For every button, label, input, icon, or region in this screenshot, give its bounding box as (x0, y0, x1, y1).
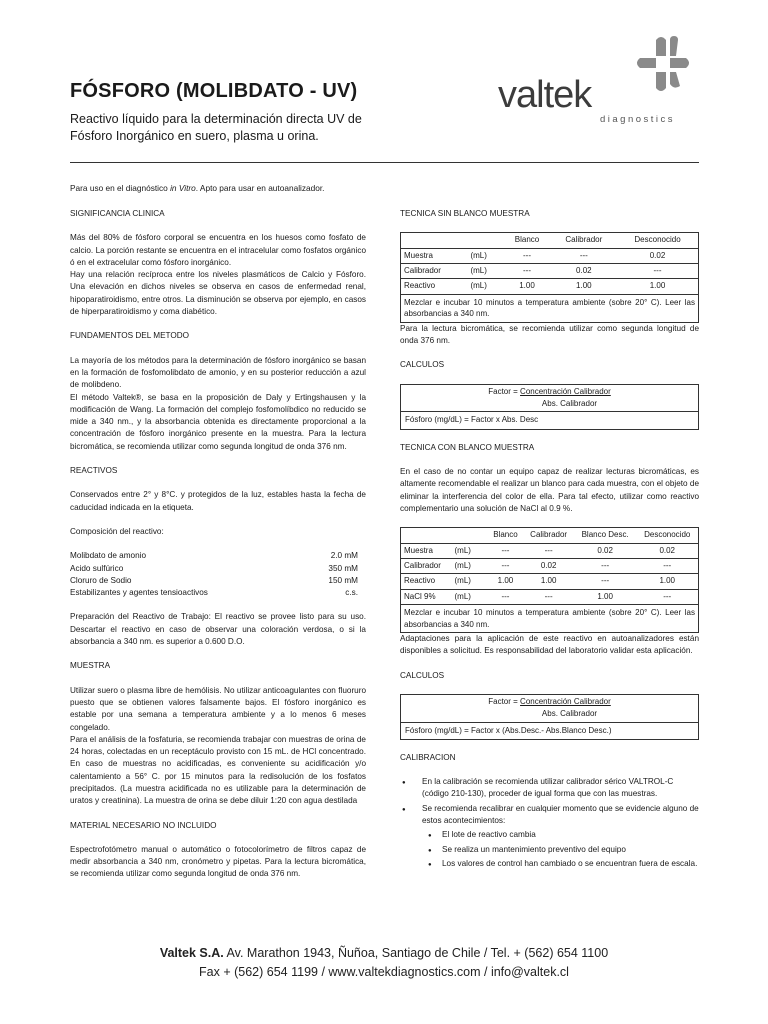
component-name: Molibdato de amonio (70, 551, 147, 561)
component-value: 350 mM (328, 563, 358, 573)
table-row (401, 248, 698, 263)
table-cell: 0.02 (523, 558, 574, 573)
table-cell: 0.02 (636, 543, 698, 558)
section-title-fundamentos: FUNDAMENTOS DEL METODO (70, 331, 190, 341)
table-cell: --- (574, 574, 637, 589)
composition-row (70, 587, 366, 599)
component-name: Estabilizantes y agentes tensioactivos (70, 588, 208, 598)
reactivos-paragraph-1: Conservados entre 2° y 8°C. y protegidos de la luz, estables hasta la fecha de caducidad indicada en la etiqueta. (70, 490, 366, 512)
row-label: Calibrador (401, 264, 467, 279)
footer-address: Av. Marathon 1943, Ñuñoa, Santiago de Chile / Tel. + (562) 654 1100 (223, 946, 609, 960)
table-header: Calibrador (530, 530, 568, 540)
factor-denominator: Abs. Calibrador (541, 399, 598, 409)
table-header: Blanco (514, 235, 540, 245)
section-title-reactivos: REACTIVOS (70, 466, 118, 476)
row-label: Muestra (401, 248, 467, 263)
table-row (401, 558, 698, 573)
factor-numerator: Concentración Calibrador (520, 696, 611, 706)
composition-list (70, 550, 366, 599)
component-value: c.s. (345, 588, 358, 598)
table-cell: 1.00 (574, 589, 637, 604)
formula: Fósforo (mg/dL) = Factor x Abs. Desc (405, 415, 539, 425)
table-header: Blanco (493, 530, 518, 540)
factor-fraction (401, 695, 698, 723)
fundamentos-paragraph-2: El método Valtek®, se basa en la proposición de Daly y Ertingshausen y la modificación de Wang. La formación del complejo fosfomolíbdico no reducido se mide a 340 nm., y la absorbancia obtenida es directamente proporcional a la concentración de fósforo inorgánico presente en la muestra. Para la lectura bicromática, se recomienda utilizar como segunda longitud de onda 376 nm. (70, 392, 366, 451)
document-title: FÓSFORO (MOLIBDATO - UV) (70, 80, 358, 102)
row-unit: (mL) (452, 574, 488, 589)
table-header: Blanco Desc. (581, 530, 629, 540)
row-unit: (mL) (467, 279, 503, 294)
table-cell: 0.02 (551, 264, 617, 279)
section-title-tecnica-sin-blanco: TECNICA SIN BLANCO MUESTRA (400, 209, 530, 218)
intro-italic: in Vitro (170, 183, 196, 193)
table-cell: --- (523, 589, 574, 604)
table-cell: --- (523, 543, 574, 558)
factor-denominator: Abs. Calibrador (541, 709, 598, 719)
formula: Fósforo (mg/dL) = Factor x (Abs.Desc.- Abs.Blanco Desc.) (405, 725, 612, 735)
section-title-muestra: MUESTRA (70, 661, 111, 671)
component-name: Cloruro de Sodio (70, 575, 132, 585)
document-subtitle: Reactivo líquido para la determinación directa UV de Fósforo Inorgánico en suero, plasma u orina. (70, 112, 362, 143)
calibracion-list (400, 776, 699, 827)
tecnica-2-note: Mezclar e incubar 10 minutos a temperatura ambiente (sobre 20° C). Leer las absorbancias a 340 nm. (400, 605, 699, 633)
table-cell: --- (551, 248, 617, 263)
section-title-significancia: SIGNIFICANCIA CLINICA (70, 209, 165, 218)
list-item: ● Se realiza un mantenimiento preventivo del equipo (400, 844, 699, 856)
table-cell: 1.00 (636, 574, 698, 589)
muestra-paragraph-2: Para el análisis de la fosfaturia, se recomienda trabajar con muestras de orina de 24 horas, colectadas en un receptáculo provisto con 15 mL. de HCl concentrado. En caso de muestras no acidificadas, es conveniente su acidificación y/o calentamiento a 56° C. por 15 minutos para la redisolución de los fosfatos precipitados. (La muestra acidificada no es utilizable para la determinación de uratos y creatinina). La muestra de orina se debe diluir 1:20 con agua destilada (70, 734, 366, 806)
section-title-material: MATERIAL NECESARIO NO INCLUIDO (70, 820, 217, 830)
intro-text-end: . Apto para usar en autoanalizador. (195, 183, 325, 193)
table-cell: --- (503, 248, 550, 263)
table-row (401, 589, 698, 604)
factor-numerator: Concentración Calibrador (520, 386, 611, 396)
right-column (400, 208, 699, 872)
section-title-calculos-2: CALCULOS (400, 670, 445, 680)
material-paragraph: Espectrofotómetro manual o automático o fotocolorímetro de filtros capaz de medir absorbancia a 340 nm, cronómetro y pipetas. Para la lectura bicromática, se recomienda utilizar como segunda longitud de onda 376 nm. (70, 844, 366, 879)
table-row (401, 279, 698, 294)
table-row (401, 264, 698, 279)
significancia-paragraph-1: Más del 80% de fósforo corporal se encuentra en los huesos como fosfato de calcio. La porción restante se encuentra en el intracelular como fosfatos orgánico ó en el extracelular como fósforo inorgánico. (70, 233, 366, 267)
row-label: Reactivo (401, 574, 452, 589)
composition-row (70, 563, 366, 575)
calibracion-sub-list (400, 829, 699, 870)
tecnica-2-after: Adaptaciones para la aplicación de este reactivo en autoanalizadores están disponibles a solicitud. Es responsabilidad del laboratorio validar esta aplicación. (400, 634, 699, 656)
table-cell: --- (617, 264, 698, 279)
section-title-calculos-1: CALCULOS (400, 360, 445, 370)
table-cell: 1.00 (617, 279, 698, 294)
tecnica-2-table (401, 528, 698, 604)
valtek-logo (498, 34, 698, 129)
table-cell: --- (636, 589, 698, 604)
row-label: Reactivo (401, 279, 467, 294)
factor-label: Factor = (488, 386, 518, 396)
table-cell: --- (488, 543, 524, 558)
row-unit: (mL) (452, 589, 488, 604)
table-cell: 1.00 (488, 574, 524, 589)
table-header: Calibrador (565, 235, 603, 245)
row-unit: (mL) (467, 264, 503, 279)
left-column (70, 208, 366, 881)
table-cell: 1.00 (523, 574, 574, 589)
header-divider (70, 162, 699, 163)
list-item: ● Se recomienda recalibrar en cualquier momento que se evidencie alguno de estos acontecimientos: (400, 803, 699, 828)
row-label: NaCl 9% (401, 589, 452, 604)
significancia-paragraph-2: Hay una relación recíproca entre los niveles plasmáticos de Calcio y Fósforo. Una elevación en dichos niveles se observa en casos de enfermedad renal, hipoparatiroidismo, entre otros. La disminución se observa por ejemplo, en casos de hiperparatiroidismo y coma diabético. (70, 270, 366, 317)
valtek-cross-icon (634, 34, 694, 94)
footer-company: Valtek S.A. (159, 946, 224, 960)
muestra-paragraph-1: Utilizar suero o plasma libre de hemólisis. No utilizar anticoagulantes con fluoruro puesto que se obtienen valores falsamente bajos. El fósforo inorgánico es estable por una semana a temperatura ambiente y a lo menos 6 meses congelado. (70, 685, 366, 732)
list-item: ● Los valores de control han cambiado o se encuentran fuera de escala. (400, 858, 699, 870)
reactivos-paragraph-2: Preparación del Reactivo de Trabajo: El reactivo se provee listo para su uso. Descartar el reactivo en caso de observar una coloración verdosa, o si la absorbancia a 340 nm. es superior a 0.600 D.O. (70, 612, 366, 647)
table-cell: 0.02 (617, 248, 698, 263)
component-value: 2.0 mM (330, 551, 358, 561)
row-unit: (mL) (452, 543, 488, 558)
table-header-row (401, 233, 698, 248)
row-label: Muestra (401, 543, 452, 558)
composition-row (70, 575, 366, 587)
logo-wordmark: valtek (498, 74, 592, 116)
intro-text: Para uso en el diagnóstico (70, 183, 171, 193)
table-header-row (401, 528, 698, 543)
row-unit: (mL) (467, 248, 503, 263)
composition-row (70, 550, 366, 562)
section-title-calibracion: CALIBRACION (400, 752, 456, 762)
table-header: Desconocido (644, 530, 691, 540)
table-cell: --- (488, 558, 524, 573)
table-cell: 0.02 (574, 543, 637, 558)
calculos-1-box (400, 384, 699, 430)
logo-tagline: diagnostics (600, 114, 676, 125)
component-name: Acido sulfúrico (70, 563, 124, 573)
component-value: 150 mM (328, 575, 358, 585)
tecnica-2-intro: En el caso de no contar un equipo capaz de realizar lecturas bicromáticas, es altamente recomendable el realizar un blanco para cada muestra, con el objeto de eliminar la interferencia del color de ella. Para tal efecto, utilizar como reactivo complementario una solución de NaCl al 0.9 %. (400, 466, 699, 513)
table-cell: --- (636, 558, 698, 573)
footer-line-1 (0, 944, 768, 963)
section-title-tecnica-con-blanco: TECNICA CON BLANCO MUESTRA (400, 442, 535, 452)
table-cell: --- (503, 264, 550, 279)
factor-label: Factor = (488, 696, 518, 706)
table-cell: --- (574, 558, 637, 573)
calculos-2-box (400, 694, 699, 740)
table-row (401, 543, 698, 558)
row-label: Calibrador (401, 558, 452, 573)
tecnica-1-note: Mezclar e incubar 10 minutos a temperatura ambiente (sobre 20° C). Leer las absorbancias a 340 nm. (400, 295, 699, 323)
tecnica-1-after: Para la lectura bicromática, se recomienda utilizar como segunda longitud de onda 376 nm. (400, 323, 699, 346)
tecnica-2-table-box (400, 527, 699, 605)
table-cell: 1.00 (551, 279, 617, 294)
composition-title: Composición del reactivo: (70, 526, 164, 536)
list-item: ● El lote de reactivo cambia (400, 829, 699, 841)
list-item: ● En la calibración se recomienda utilizar calibrador sérico VALTROL-C (código 210-130), proceder de igual forma que con las muestras. (400, 776, 699, 801)
tecnica-1-table (401, 233, 698, 294)
table-row (401, 574, 698, 589)
intro-line (70, 183, 324, 193)
factor-fraction (401, 385, 698, 413)
table-header: Desconocido (634, 235, 681, 245)
fundamentos-paragraph-1: La mayoría de los métodos para la determinación de fósforo inorgánico se basan en la formación de fosfomolibdato de amonio, y en su posterior reducción a azul de molibdeno. (70, 355, 366, 390)
table-cell: 1.00 (503, 279, 550, 294)
row-unit: (mL) (452, 558, 488, 573)
footer-line-2: Fax + (562) 654 1199 / www.valtekdiagnostics.com / info@valtek.cl (199, 965, 569, 979)
table-cell: --- (488, 589, 524, 604)
tecnica-1-table-box (400, 232, 699, 295)
page-footer (0, 944, 768, 982)
